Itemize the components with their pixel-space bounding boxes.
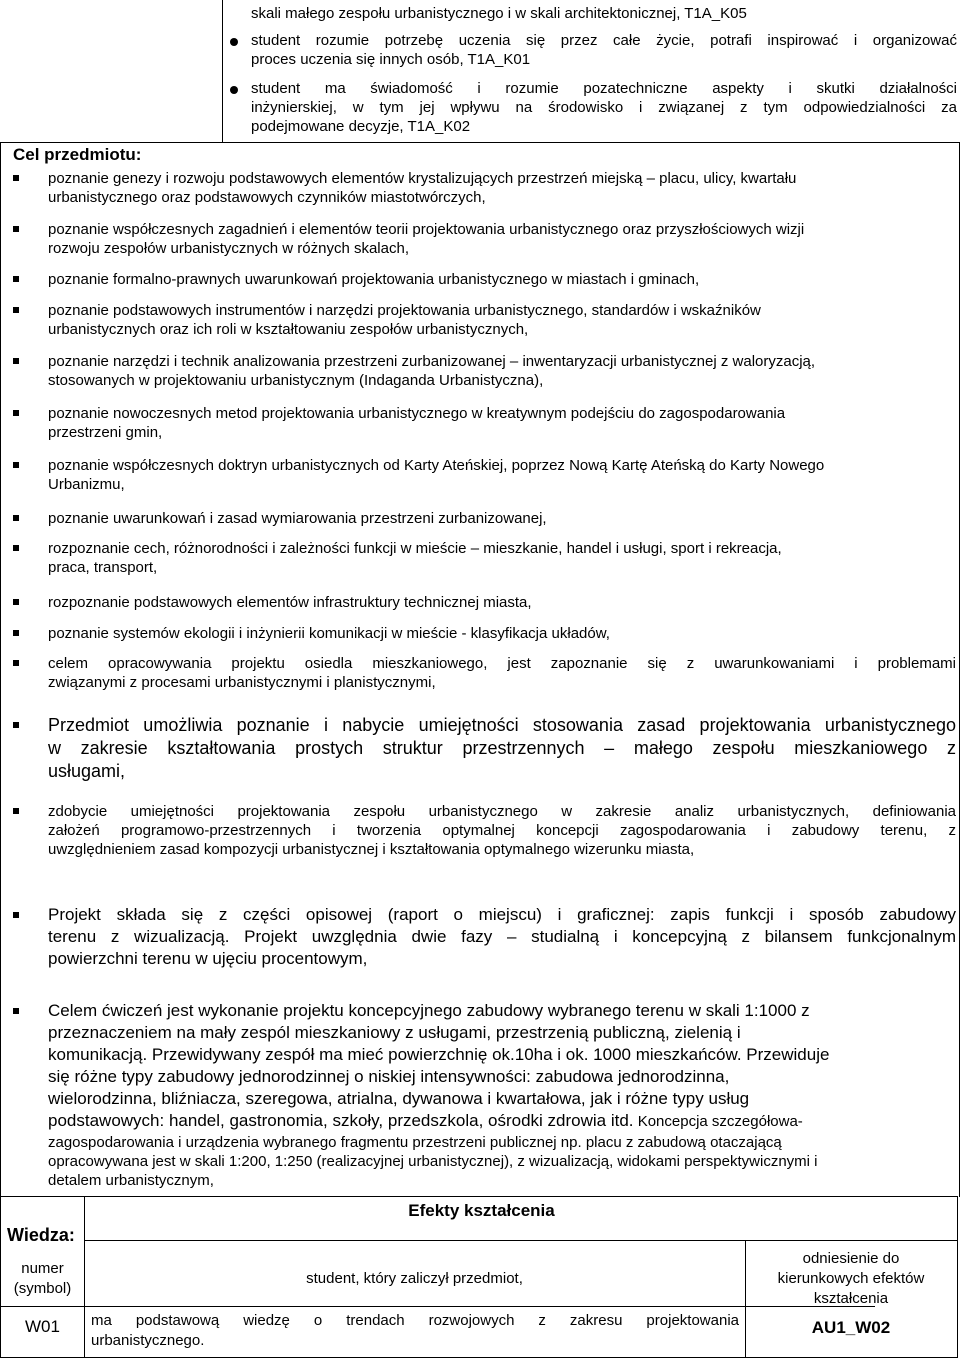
bullet-dot	[230, 38, 238, 46]
item-line: poznanie nowoczesnych metod projektowania urbanistycznego w kreatywnym podejściu do zagospodarowania	[48, 405, 786, 422]
competence-k02-line1: student ma świadomość i rozumie pozatechniczne aspekty i skutki działalności	[251, 80, 957, 97]
section-title: Wiedza:	[7, 1225, 75, 1245]
item-line: związanymi z procesami urbanistycznymi i planistycznymi,	[48, 674, 436, 691]
item-line: urbanistycznych oraz ich roli w kształtowaniu zespołów urbanistycznych,	[48, 321, 529, 338]
table-divider	[84, 1240, 958, 1241]
square-bullet	[13, 175, 19, 181]
item-line: przeznaczeniem na mały zespól mieszkaniowy z usługami, przestrzenią publiczną, zielenią i	[48, 1023, 741, 1042]
item-line: Celem ćwiczeń jest wykonanie projektu koncepcyjnego zabudowy wybranego terenu w skali 1:1000 z	[48, 1001, 810, 1020]
item-line: poznanie narzędzi i technik analizowania przestrzeni zurbanizowanej – inwentaryzacji urbanistycznej z waloryzacją,	[48, 353, 816, 370]
item-line: usługami,	[48, 761, 126, 781]
outcome-line: urbanistycznego.	[91, 1332, 205, 1349]
item-line: Projekt składa się z części opisowej (raport o miejscu) i graficznej: zapis funkcji i sposób zabudowy	[48, 905, 956, 924]
item-line: zdobycie umiejętności projektowania zespołu urbanistycznego w zakresie analiz urbanistycznych, definiowania	[48, 803, 956, 820]
column-header-reference	[745, 1249, 957, 1309]
item-line: uwzględnieniem zasad kompozycji urbanistycznej i kształtowania optymalnego wizerunku miasta,	[48, 841, 695, 858]
column-header-line: kierunkowych efektów	[777, 1270, 925, 1287]
previous-item-tail: skali małego zespołu urbanistycznego i w skali architektonicznej, T1A_K05	[251, 5, 747, 22]
course-objective-section	[0, 142, 960, 1197]
outcome-reference: AU1_W02	[811, 1318, 891, 1337]
square-bullet	[13, 410, 19, 416]
column-header-line: odniesienie do	[802, 1250, 900, 1267]
item-line: Urbanizmu,	[48, 476, 125, 493]
column-header-line: kształcenia	[813, 1290, 889, 1307]
competence-k01-line2: proces uczenia się innych osób, T1A_K01	[251, 51, 531, 68]
item-line: powierzchni terenu w ujęciu procentowym,	[48, 949, 368, 968]
square-bullet	[13, 276, 19, 282]
square-bullet	[13, 462, 19, 468]
square-bullet	[13, 660, 19, 666]
item-line: zagospodarowania i urządzenia wybranego fragmentu przestrzeni publicznej np. placu z zabudową otaczającą	[48, 1134, 782, 1151]
item-line: opracowywana jest w skali 1:200, 1:250 (realizacyjnej urbanistycznej), z wizualizacją, widokami perspektywicznymi i	[48, 1153, 818, 1170]
square-bullet	[13, 515, 19, 521]
section-heading: Cel przedmiotu:	[13, 145, 142, 164]
item-line: celem opracowywania projektu osiedla mieszkaniowego, jest zapoznanie się z uwarunkowaniami i problemami	[48, 655, 956, 672]
item-line: przestrzeni gmin,	[48, 424, 163, 441]
item-line: poznanie współczesnych zagadnień i elementów teorii projektowania urbanistycznego oraz przyszłościowych wizji	[48, 221, 805, 238]
item-line: podstawowych: handel, gastronomia, szkoły, przedszkola, ośrodki zdrowia itd.	[48, 1111, 634, 1130]
item-line-tail: Koncepcja szczegółowa-	[633, 1113, 803, 1130]
competence-k02-line3: podejmowane decyzje, T1A_K02	[251, 118, 471, 135]
item-line: poznanie systemów ekologii i inżynierii komunikacji w mieście - klasyfikacja układów,	[48, 625, 610, 642]
item-line: poznanie formalno-prawnych uwarunkowań projektowania urbanistycznego w miastach i gminach,	[48, 271, 700, 288]
item-line: terenu z wizualizacją. Projekt uwzględnia dwie fazy – studialną i koncepcyjną z bilansem funkcjonalnym	[48, 927, 956, 946]
previous-section-block	[222, 0, 960, 142]
column-header-symbol	[1, 1259, 84, 1299]
table-divider	[1, 1306, 875, 1307]
item-line: Przedmiot umożliwia poznanie i nabycie umiejętności stosowania zasad projektowania urbanistycznego	[48, 715, 956, 735]
item-line: detalem urbanistycznym,	[48, 1172, 214, 1189]
square-bullet	[13, 226, 19, 232]
item-line: rozpoznanie podstawowych elementów infrastruktury technicznej miasta,	[48, 594, 532, 611]
item-line: stosowanych w projektowaniu urbanistycznym (Indaganda Urbanistyczna),	[48, 372, 544, 389]
square-bullet	[13, 722, 19, 728]
item-line: praca, transport,	[48, 559, 158, 576]
item-line: się różne typy zabudowy jednorodzinnej o niskiej intensywności: zabudowa jednorodzinna,	[48, 1067, 730, 1086]
bullet-dot	[230, 86, 238, 94]
square-bullet	[13, 912, 19, 918]
column-header-line: numer	[21, 1260, 64, 1277]
item-line: urbanistycznego oraz podstawowych czynników miastotwórczych,	[48, 189, 486, 206]
item-line: poznanie genezy i rozwoju podstawowych elementów krystalizujących przestrzeń miejską – placu, ulicy, kwartału	[48, 170, 797, 187]
item-line: komunikacją. Przewidywany zespół ma mieć powierzchnię ok.10ha i ok. 1000 mieszkańców. Przewiduje	[48, 1045, 830, 1064]
competence-k02-line2: inżynierskiej, w tym jej wpływu na środowisko i związanej z tym odpowiedzialności za	[251, 99, 957, 116]
item-line: poznanie współczesnych doktryn urbanistycznych od Karty Ateńskiej, poprzez Nową Kartę Ateńską do Karty Nowego	[48, 457, 825, 474]
square-bullet	[13, 358, 19, 364]
outcome-description	[91, 1311, 739, 1351]
item-line: wielorodzinna, bliźniacza, szeregowa, atrialna, dywanowa i kwartałowa, jak i różne typy usług	[48, 1089, 750, 1108]
column-header-student: student, który zaliczył przedmiot,	[306, 1270, 523, 1287]
item-line: rozpoznanie cech, różnorodności i zależności funkcji w mieście – mieszkanie, handel i usługi, sport i rekreacja,	[48, 540, 782, 557]
outcome-line: ma podstawową wiedzę o trendach rozwojowych z zakresu projektowania	[91, 1312, 739, 1329]
item-line: poznanie uwarunkowań i zasad wymiarowania przestrzeni zurbanizowanej,	[48, 510, 547, 527]
item-line: założeń programowo-przestrzennych i tworzenia optymalnej koncepcji zagospodarowania i zabudowy terenu, z	[48, 822, 956, 839]
competence-k01-line1: student rozumie potrzebę uczenia się przez całe życie, potrafi inspirować i organizować	[251, 32, 957, 49]
table-header: Efekty kształcenia	[408, 1201, 555, 1220]
square-bullet	[13, 630, 19, 636]
learning-outcomes-table	[0, 1196, 958, 1358]
square-bullet	[13, 808, 19, 814]
square-bullet	[13, 545, 19, 551]
item-line: poznanie podstawowych instrumentów i narzędzi projektowania urbanistycznego, standardów i wskaźników	[48, 302, 761, 319]
column-header-line: (symbol)	[13, 1280, 72, 1297]
item-line: rozwoju zespołów urbanistycznych w różnych skalach,	[48, 240, 409, 257]
square-bullet	[13, 307, 19, 313]
item-line: w zakresie kształtowania prostych struktur przestrzennych – małego zespołu mieszkaniowego z	[48, 738, 956, 758]
square-bullet	[13, 1008, 19, 1014]
outcome-id: W01	[25, 1317, 60, 1336]
square-bullet	[13, 599, 19, 605]
